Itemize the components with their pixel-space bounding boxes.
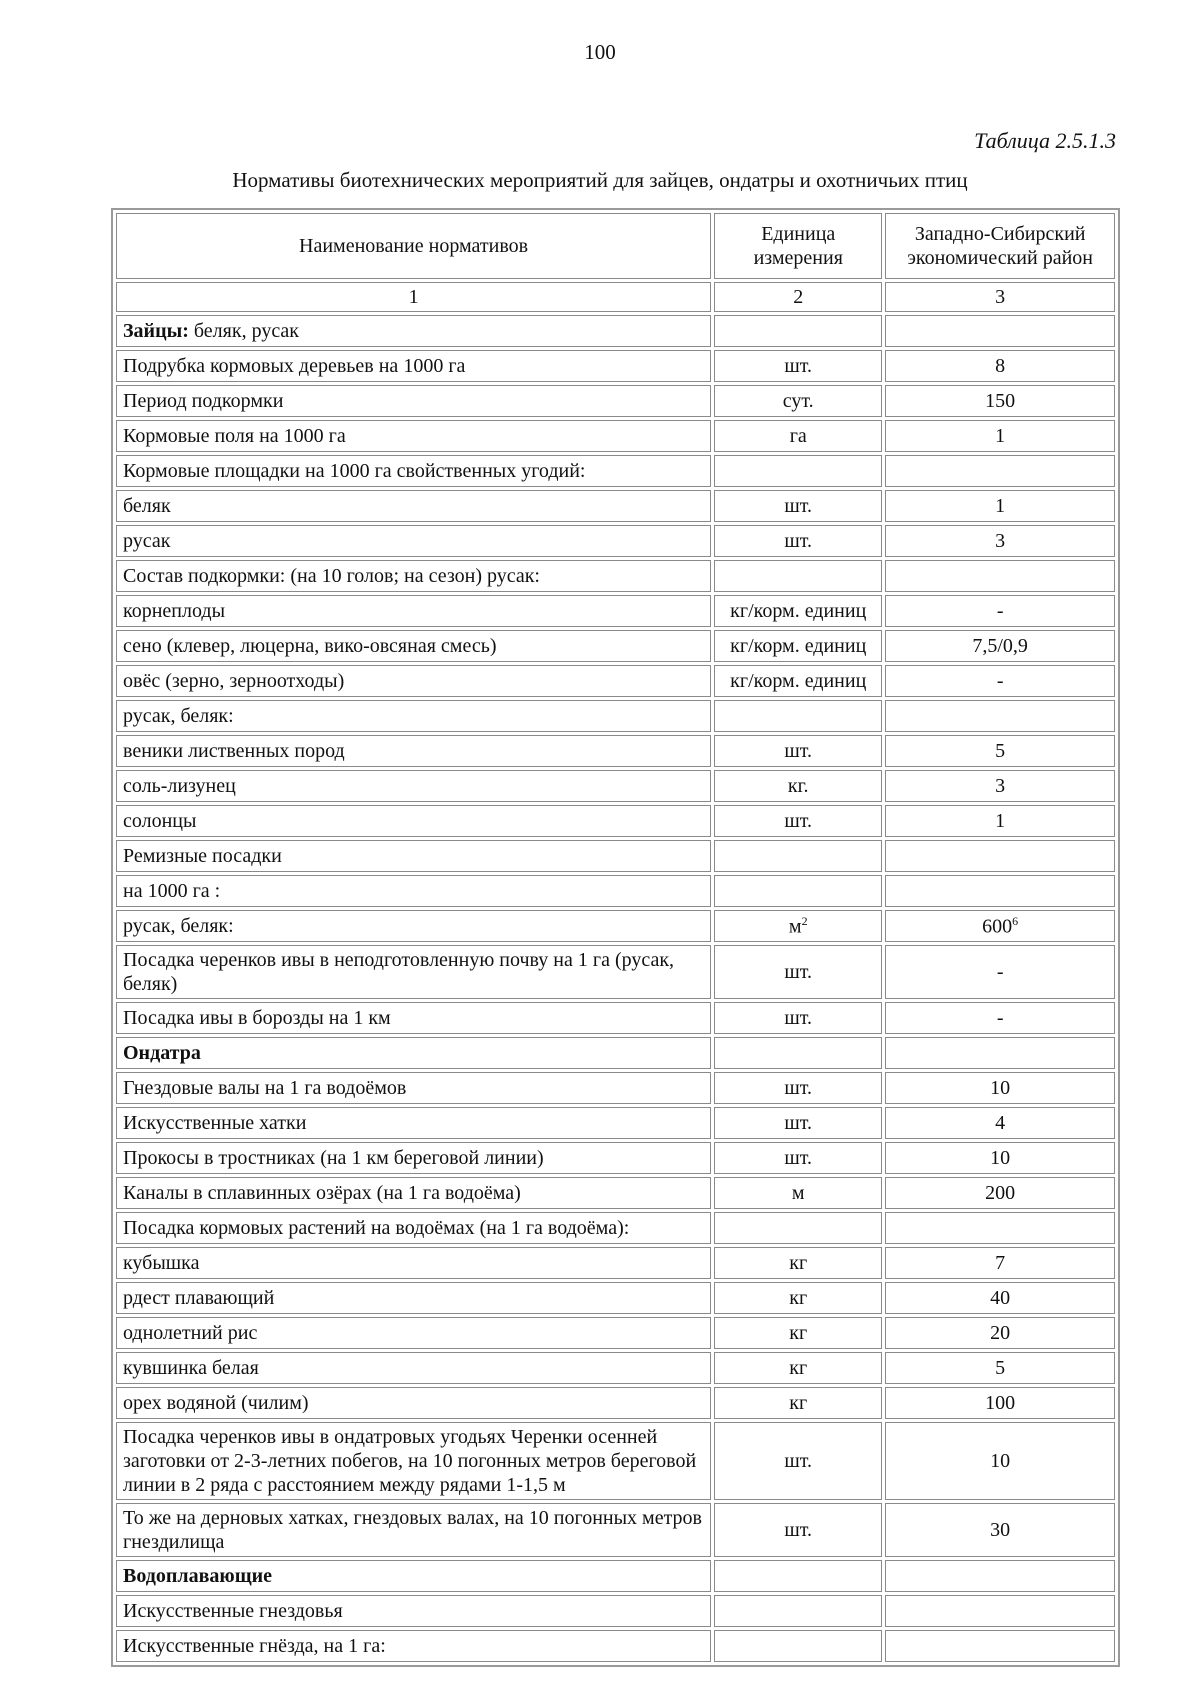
region-value: 200 <box>985 1182 1016 1204</box>
region-value: 20 <box>990 1322 1011 1344</box>
region-value: 1 <box>995 810 1006 832</box>
region-value-cell <box>885 1630 1115 1662</box>
header-unit: Единица измерения <box>714 213 882 279</box>
unit-cell <box>714 735 882 767</box>
region-value: 1 <box>995 495 1006 517</box>
norm-name: солонцы <box>123 810 197 832</box>
norm-name: корнеплоды <box>123 600 226 622</box>
unit-cell <box>714 1387 882 1419</box>
norm-name: Зайцы: <box>123 320 189 342</box>
norm-name-cell <box>116 1630 711 1662</box>
unit-cell <box>714 630 882 662</box>
norm-name: кувшинка белая <box>123 1357 259 1379</box>
table-row <box>116 875 1115 907</box>
norm-name: Каналы в сплавинных озёрах (на 1 га водоёма) <box>123 1182 521 1204</box>
unit-value: м <box>788 915 802 938</box>
region-value-cell <box>885 1142 1115 1174</box>
region-value-cell <box>885 770 1115 802</box>
unit-cell <box>714 700 882 732</box>
unit-value: шт. <box>784 810 813 832</box>
norm-name: Посадка кормовых растений на водоёмах (на 1 га водоёма): <box>123 1217 630 1239</box>
unit-value: шт. <box>784 1147 813 1169</box>
unit-cell <box>714 1002 882 1034</box>
norm-name: Подрубка кормовых деревьев на 1000 га <box>123 355 466 377</box>
region-value-cell <box>885 1352 1115 1384</box>
table-row <box>116 1142 1115 1174</box>
norm-name-cell <box>116 1177 711 1209</box>
column-number-2: 2 <box>714 282 882 312</box>
norm-name: Искусственные гнездовья <box>123 1600 343 1622</box>
region-value: - <box>996 961 1004 983</box>
region-value-cell <box>885 805 1115 837</box>
norm-name-cell <box>116 700 711 732</box>
norm-name-cell <box>116 770 711 802</box>
norm-name-cell <box>116 1107 711 1139</box>
unit-cell <box>714 455 882 487</box>
table-row <box>116 1002 1115 1034</box>
region-value: 40 <box>990 1287 1011 1309</box>
region-value-cell <box>885 350 1115 382</box>
norm-name: Состав подкормки: (на 10 голов; на сезон) русак: <box>123 565 540 587</box>
unit-cell <box>714 945 882 999</box>
region-value: 150 <box>985 390 1016 412</box>
region-value: 4 <box>995 1112 1006 1134</box>
region-value-cell <box>885 455 1115 487</box>
norm-name-cell <box>116 1317 711 1349</box>
norm-name: сено (клевер, люцерна, вико-овсяная смесь) <box>123 635 497 657</box>
unit-cell <box>714 1107 882 1139</box>
table-row <box>116 490 1115 522</box>
unit-value: шт. <box>784 1077 813 1099</box>
region-value-cell <box>885 385 1115 417</box>
unit-value: кг <box>789 1357 808 1379</box>
header-row <box>116 213 1115 279</box>
norm-name: Кормовые поля на 1000 га <box>123 425 346 447</box>
norm-name: веники лиственных пород <box>123 740 345 762</box>
table-row <box>116 525 1115 557</box>
table-row <box>116 770 1115 802</box>
page-number: 100 <box>584 40 616 64</box>
unit-value: шт. <box>784 530 813 552</box>
region-value-cell <box>885 525 1115 557</box>
region-value: 10 <box>990 1147 1011 1169</box>
column-number-3: 3 <box>885 282 1115 312</box>
norm-name: русак, беляк: <box>123 705 234 727</box>
norm-name-cell <box>116 1503 711 1557</box>
norm-name-cell <box>116 455 711 487</box>
unit-cell <box>714 385 882 417</box>
norm-name-cell <box>116 350 711 382</box>
unit-value: кг/корм. единиц <box>730 635 867 657</box>
unit-cell <box>714 1247 882 1279</box>
region-value-cell <box>885 1560 1115 1592</box>
region-value: 5 <box>995 740 1006 762</box>
unit-value: кг <box>789 1322 808 1344</box>
norm-name: однолетний рис <box>123 1322 258 1344</box>
norm-name-cell <box>116 910 711 942</box>
region-value-cell <box>885 490 1115 522</box>
norm-name: То же на дерновых хатках, гнездовых валах, на 10 погонных метров гнездилища <box>123 1507 702 1553</box>
unit-value: сут. <box>782 390 814 412</box>
region-value-cell <box>885 1247 1115 1279</box>
region-value-cell <box>885 595 1115 627</box>
norm-name: русак, беляк: <box>123 915 234 937</box>
region-value-cell <box>885 420 1115 452</box>
table-row <box>116 1503 1115 1557</box>
region-value-cell <box>885 1002 1115 1034</box>
region-value-cell <box>885 315 1115 347</box>
norm-name: Искусственные гнёзда, на 1 га: <box>123 1635 386 1657</box>
unit-superscript: 2 <box>801 913 808 928</box>
region-value-cell <box>885 1177 1115 1209</box>
unit-cell <box>714 805 882 837</box>
norm-name: на 1000 га : <box>123 880 221 902</box>
region-value-cell <box>885 1037 1115 1069</box>
region-value: 30 <box>990 1519 1011 1541</box>
unit-cell <box>714 1630 882 1662</box>
table-row <box>116 455 1115 487</box>
unit-value: кг/корм. единиц <box>730 670 867 692</box>
unit-cell <box>714 525 882 557</box>
unit-value: кг <box>789 1392 808 1414</box>
table-row <box>116 630 1115 662</box>
region-value-cell <box>885 1107 1115 1139</box>
norm-name-cell <box>116 1247 711 1279</box>
norm-name: Ремизные посадки <box>123 845 282 867</box>
table-row <box>116 700 1115 732</box>
norm-name: Посадка ивы в борозды на 1 км <box>123 1007 391 1029</box>
table-row <box>116 1422 1115 1500</box>
norm-name-cell <box>116 1282 711 1314</box>
unit-cell <box>714 1037 882 1069</box>
unit-cell <box>714 1352 882 1384</box>
norm-name-cell <box>116 875 711 907</box>
norm-name-cell <box>116 420 711 452</box>
norm-name-cell <box>116 1142 711 1174</box>
region-value-cell <box>885 1212 1115 1244</box>
unit-value: кг. <box>787 775 809 797</box>
norm-name: кубышка <box>123 1252 200 1274</box>
unit-cell <box>714 1422 882 1500</box>
table-row <box>116 805 1115 837</box>
unit-cell <box>714 1142 882 1174</box>
region-value: - <box>996 670 1004 692</box>
unit-value: кг/корм. единиц <box>730 600 867 622</box>
region-value-cell <box>885 1072 1115 1104</box>
norm-name-cell <box>116 525 711 557</box>
unit-value: кг <box>789 1252 808 1274</box>
norm-name-cell <box>116 595 711 627</box>
region-value-cell <box>885 875 1115 907</box>
table-row <box>116 1595 1115 1627</box>
norm-name-rest: беляк, русак <box>188 320 300 342</box>
value-superscript: 6 <box>1012 913 1019 928</box>
norm-name: Кормовые площадки на 1000 га свойственных угодий: <box>123 460 586 482</box>
table-row <box>116 1072 1115 1104</box>
norm-name: соль-лизунец <box>123 775 236 797</box>
table-row <box>116 595 1115 627</box>
norm-name-cell <box>116 490 711 522</box>
header-region: Западно-Сибирский экономический район <box>885 213 1115 279</box>
region-value-cell <box>885 1503 1115 1557</box>
norm-name-cell <box>116 560 711 592</box>
region-value: 7,5/0,9 <box>972 635 1028 657</box>
region-value-cell <box>885 665 1115 697</box>
unit-value: шт. <box>784 961 813 983</box>
norm-name-cell <box>116 630 711 662</box>
region-value: 5 <box>995 1357 1006 1379</box>
unit-value: шт. <box>784 1007 813 1029</box>
table-row <box>116 385 1115 417</box>
table-row <box>116 1177 1115 1209</box>
unit-value: шт. <box>784 1519 813 1541</box>
norm-name: овёс (зерно, зерноотходы) <box>123 670 345 692</box>
region-value: 10 <box>990 1450 1011 1472</box>
norm-name-cell <box>116 1352 711 1384</box>
norm-name-cell <box>116 1072 711 1104</box>
unit-cell <box>714 315 882 347</box>
norm-name: Водоплавающие <box>123 1565 272 1587</box>
norm-name-cell <box>116 1002 711 1034</box>
unit-cell <box>714 1317 882 1349</box>
norm-name: Ондатра <box>123 1042 201 1064</box>
unit-cell <box>714 1560 882 1592</box>
region-value: 8 <box>995 355 1006 377</box>
norm-name: Гнездовые валы на 1 га водоёмов <box>123 1077 407 1099</box>
region-value-cell <box>885 1422 1115 1500</box>
table-row <box>116 1630 1115 1662</box>
region-value-cell <box>885 945 1115 999</box>
unit-value: шт. <box>784 740 813 762</box>
table-row <box>116 1212 1115 1244</box>
region-value: 3 <box>995 530 1006 552</box>
region-value: 1 <box>995 425 1006 447</box>
region-value: 3 <box>995 775 1006 797</box>
table-row <box>116 735 1115 767</box>
norm-name: Искусственные хатки <box>123 1112 307 1134</box>
norm-name-cell <box>116 735 711 767</box>
unit-cell <box>714 1212 882 1244</box>
unit-cell <box>714 910 882 942</box>
norm-name: русак <box>123 530 171 552</box>
region-value-cell <box>885 1595 1115 1627</box>
unit-value: шт. <box>784 1450 813 1472</box>
table-row <box>116 1387 1115 1419</box>
unit-cell <box>714 350 882 382</box>
norm-name-cell <box>116 1037 711 1069</box>
norm-name-cell <box>116 805 711 837</box>
unit-cell <box>714 770 882 802</box>
region-value-cell <box>885 840 1115 872</box>
region-value: - <box>996 600 1004 622</box>
unit-cell <box>714 665 882 697</box>
table-row <box>116 1282 1115 1314</box>
unit-value: га <box>789 425 807 447</box>
column-number-row <box>116 282 1115 312</box>
region-value-cell <box>885 1387 1115 1419</box>
norm-name: Период подкормки <box>123 390 284 412</box>
region-value-cell <box>885 560 1115 592</box>
norm-name: орех водяной (чилим) <box>123 1392 309 1414</box>
norms-table <box>111 208 1120 1667</box>
table-title: Нормативы биотехнических мероприятий для зайцев, ондатры и охотничьих птиц <box>232 168 968 192</box>
region-value-cell <box>885 735 1115 767</box>
unit-cell <box>714 595 882 627</box>
column-number-1: 1 <box>116 282 711 312</box>
unit-cell <box>714 490 882 522</box>
unit-value: шт. <box>784 1112 813 1134</box>
table-row <box>116 1247 1115 1279</box>
unit-cell <box>714 1503 882 1557</box>
norm-name-cell <box>116 840 711 872</box>
region-value: 600 <box>982 915 1013 938</box>
unit-value: шт. <box>784 495 813 517</box>
table-row <box>116 1560 1115 1592</box>
table-reference: Таблица 2.5.1.3 <box>974 128 1116 153</box>
norm-name: рдест плавающий <box>123 1287 275 1309</box>
norm-name-cell <box>116 1595 711 1627</box>
region-value: 100 <box>985 1392 1016 1414</box>
table-row <box>116 1037 1115 1069</box>
unit-cell <box>714 1282 882 1314</box>
table-row <box>116 1352 1115 1384</box>
table-row <box>116 350 1115 382</box>
table-row <box>116 665 1115 697</box>
region-value-cell <box>885 1317 1115 1349</box>
table-row <box>116 840 1115 872</box>
norm-name: беляк <box>123 495 171 517</box>
table-row <box>116 420 1115 452</box>
region-value: 10 <box>990 1077 1011 1099</box>
region-value: 7 <box>995 1252 1006 1274</box>
unit-value: шт. <box>784 355 813 377</box>
norm-name-cell <box>116 315 711 347</box>
norm-name-cell <box>116 945 711 999</box>
region-value: - <box>996 1007 1004 1029</box>
table-row <box>116 1107 1115 1139</box>
norm-name-cell <box>116 665 711 697</box>
unit-cell <box>714 1072 882 1104</box>
unit-cell <box>714 560 882 592</box>
table-row <box>116 910 1115 942</box>
norm-name: Посадка черенков ивы в неподготовленную почву на 1 га (русак, беляк) <box>123 949 675 995</box>
norm-name: Посадка черенков ивы в ондатровых угодьях Черенки осенней заготовки от 2-3-летних побегов, на 10 погонных метров береговой линии в 2 ряда с расстоянием между рядами 1-1,5 м <box>123 1426 697 1496</box>
region-value-cell <box>885 630 1115 662</box>
table-row <box>116 560 1115 592</box>
unit-value: кг <box>789 1287 808 1309</box>
unit-cell <box>714 840 882 872</box>
header-name: Наименование нормативов <box>116 213 711 279</box>
norm-name-cell <box>116 1387 711 1419</box>
unit-value: м <box>791 1182 805 1204</box>
norm-name-cell <box>116 1212 711 1244</box>
table-row <box>116 315 1115 347</box>
region-value-cell <box>885 1282 1115 1314</box>
table-row <box>116 945 1115 999</box>
table-row <box>116 1317 1115 1349</box>
region-value-cell <box>885 910 1115 942</box>
region-value-cell <box>885 700 1115 732</box>
unit-cell <box>714 1595 882 1627</box>
norm-name: Прокосы в тростниках (на 1 км береговой линии) <box>123 1147 544 1169</box>
norm-name-cell <box>116 1560 711 1592</box>
unit-cell <box>714 1177 882 1209</box>
unit-cell <box>714 420 882 452</box>
norm-name-cell <box>116 385 711 417</box>
unit-cell <box>714 875 882 907</box>
norm-name-cell <box>116 1422 711 1500</box>
